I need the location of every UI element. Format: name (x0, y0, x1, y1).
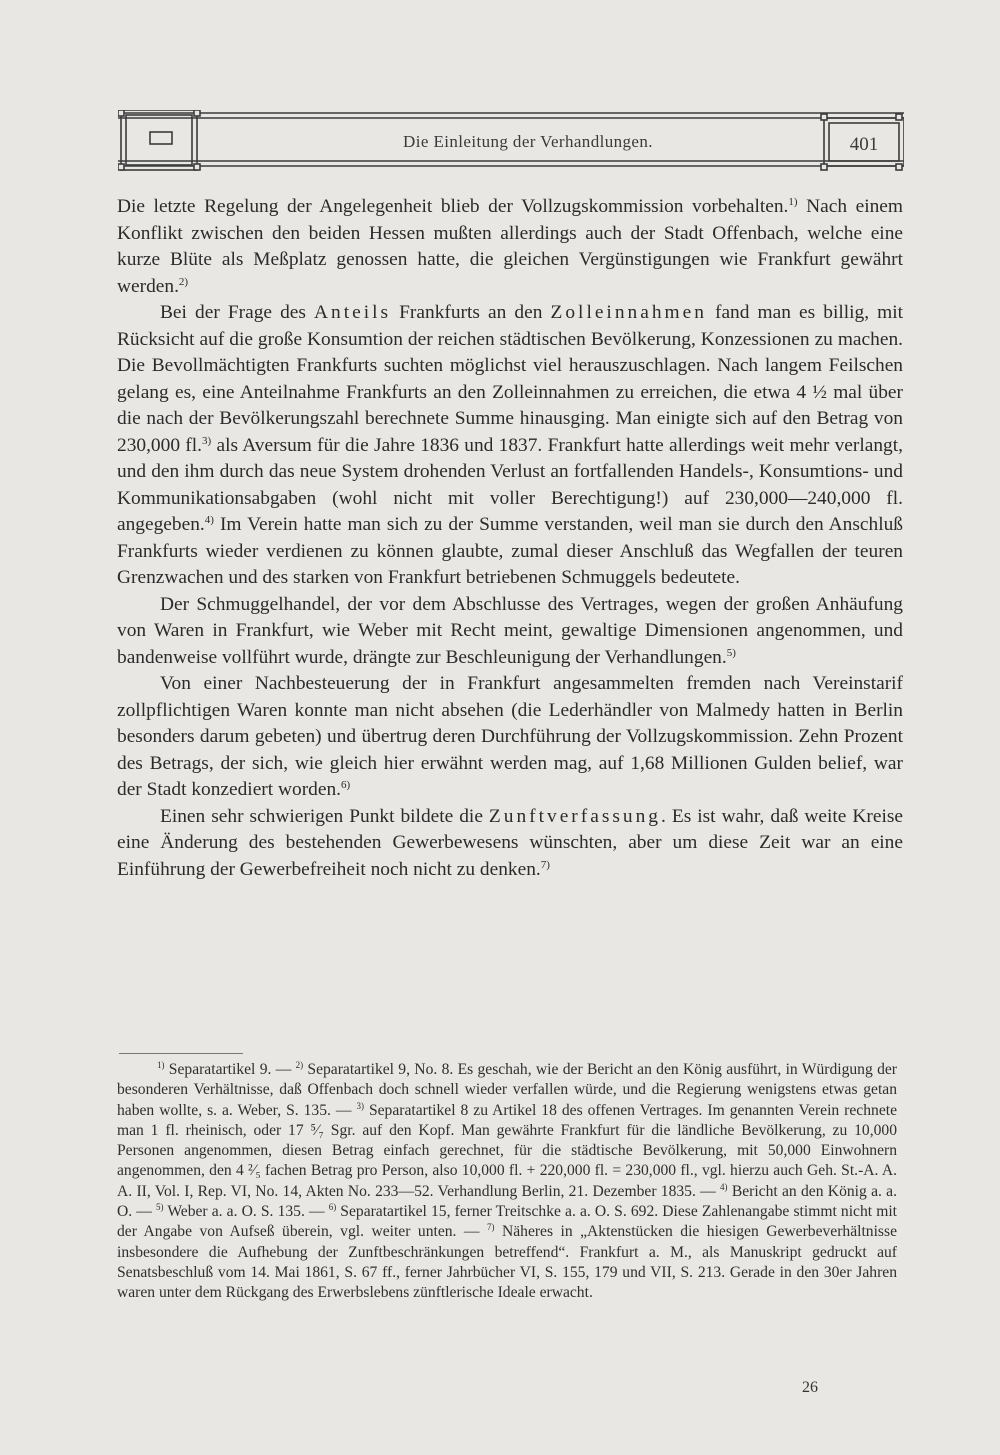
footnote-marker: 7) (486, 1222, 495, 1233)
running-title: Die Einleitung der Verhandlungen. (403, 132, 653, 151)
page-number: 401 (849, 134, 879, 155)
footnote-marker: 2) (295, 1060, 304, 1070)
emphasis: Zunftverfassung (488, 805, 662, 827)
footnote-ref: 4) (204, 514, 214, 526)
footnote-marker: 5) (155, 1202, 164, 1213)
footnote-ref: 2) (178, 275, 189, 288)
emphasis: Anteils (314, 302, 392, 323)
paragraph: Die letzte Regelung der Angelegenheit blieb der Vollzugskommission vorbehalten.$^{1)}$ Nach einem Konflikt zwischen den beiden Hessen mußten allerdings auch der Stadt Offenbach, welche eine kurze Blüte als Meßplatz genossen hatte, die gleichen Vergünstigungen wie Frankfurt gewährt werden.$^{2)}$ (117, 196, 903, 297)
footnote-ref: 7) (540, 858, 550, 871)
footnote-ref: 1) (788, 196, 798, 208)
footnote-separator (119, 1053, 243, 1054)
main-text (117, 194, 903, 883)
footnote-marker: 1) (157, 1060, 165, 1070)
footnote-ref: 5) (726, 646, 736, 659)
page-header (118, 110, 904, 174)
signature-number: 26 (802, 1379, 818, 1396)
paragraph: Der Schmuggelhandel, der vor dem Abschlusse des Vertrages, wegen der großen Anhäufung von Waren in Frankfurt, wie Weber mit Recht meint, gewaltige Dimensionen angenommen, und bandenweise vollführt wurde, drängte zur Beschleunigung der Verhandlungen.$^{5)}$ (117, 593, 903, 668)
paragraph: Von einer Nachbesteuerung der in Frankfurt angesammelten fremden nach Vereinstarif zollpflichtigen Waren konnte man nicht absehen (die Lederhändler von Malmedy hatten in Berlin besonders darum gebeten) und übertrug deren Durchführung der Vollzugskommission. Zehn Prozent des Betrags, der sich, wie gleich hier erwähnt werden mag, auf 1,68 Millionen Gulden belief, war der Stadt konzediert worden.$^{6)}$ (117, 673, 903, 800)
paragraph: Einen sehr schwierigen Punkt bildete die Zunftverfassung. Es ist wahr, daß weite Kreise eine Änderung des bestehenden Gewerbewesens wünschten, aber um diese Zeit war an eine Einführung der Gewerbefreiheit noch nicht zu denken.$^{7)}$ (117, 805, 903, 880)
footnote-marker: 4) (720, 1181, 728, 1192)
emphasis: Zolleinnahmen (550, 302, 707, 323)
footnotes (117, 1060, 897, 1304)
footnote-marker: 6) (328, 1202, 337, 1213)
footnote-marker: 3) (356, 1100, 364, 1111)
footnote-ref: 6) (341, 779, 351, 791)
footnote-block: $^{1)}$ Separatartikel 9. — $^{2)}$ Separatartikel 9, No. 8. Es geschah, wie der Bericht an den König ausführt, in Würdigung der besonderen Verhältnisse, daß Offenbach doch schnell wieder verfallen würde, und die Regierung wenigstens etwas getan haben wollte, s. a. Weber, S. 135. — $^{3)}$ Separatartikel 8 zu Artikel 18 des offenen Vertrages. Im genannten Verein rechnete man 1 fl. rheinisch, oder 17 ⁵⁄₇ Sgr. auf den Kopf. Man gewährte Frankfurt für die ländliche Bevölkerung, zu 10,000 Personen angenommen, diesen Betrag einfach gerechnet, für die städtische Bevölkerung, mit 50,000 Einwohnern angenommen, den 4 ²⁄₅ fachen Betrag pro Person, also 10,000 fl. + 220,000 fl. = 230,000 fl., vgl. hierzu auch Geh. St.-A. A. A. II, Vol. I, Rep. VI, No. 14, Akten No. 233—52. Verhandlung Berlin, 21. Dezember 1835. — $^{4)}$ Bericht an den König a. a. O. — $^{5)}$ Weber a. a. O. S. 135. — $^{6)}$ Separatartikel 15, ferner Treitschke a. a. O. S. 692. Diese Zahlenangabe stimmt nicht mit der Angabe von Aufseß überein, vgl. weiter unten. — $^{7)}$ Näheres in „Aktenstücken die hiesigen Gewerbeverhältnisse insbesondere die Aufhebung der Zunftbeschränkungen betreffend“. Frankfurt a. M., als Manuskript gedruckt auf Senatsbeschluß vom 14. Mai 1861, S. 67 ff., ferner Jahrbücher VI, S. 155, 179 und VII, S. 213. Gerade in den 30er Jahren waren unter dem Rückgang des Erwerbslebens zünftlerische Ideale erwacht. (117, 1060, 897, 1302)
paragraph: Bei der Frage des Anteils Frankfurts an den Zolleinnahmen fand man es billig, mit Rücksicht auf die große Konsumtion der reichen städtischen Bevölkerung, Konzessionen zu machen. Die Bevollmächtigten Frankfurts suchten möglichst viel herauszuschlagen. Nach langem Feilschen gelang es, eine Anteilnahme Frankfurts an den Zolleinnahmen zu erreichen, die etwa 4 ½ mal über die nach der Bevölkerungszahl berechnete Summe hinausging. Man einigte sich auf den Betrag von 230,000 fl.$^{3)}$ als Aversum für die Jahre 1836 und 1837. Frankfurt hatte allerdings weit mehr verlangt, und den ihm durch das neue System drohenden Verlust an fortfallenden Handels-, Konsumtions- und Kommunikationsabgaben (wohl nicht mit voller Berechtigung!) auf 230,000—240,000 fl. angegeben.$^{4)}$ Im Verein hatte man sich zu der Summe verstanden, weil man sie durch den Anschluß Frankfurts wieder verdienen zu können glaubte, zumal dieser Anschluß das Wegfallen der teuren Grenzwachen und des starken von Frankfurt betriebenen Schmuggels bedeutete. (117, 302, 903, 588)
footnote-ref: 3) (202, 434, 212, 447)
